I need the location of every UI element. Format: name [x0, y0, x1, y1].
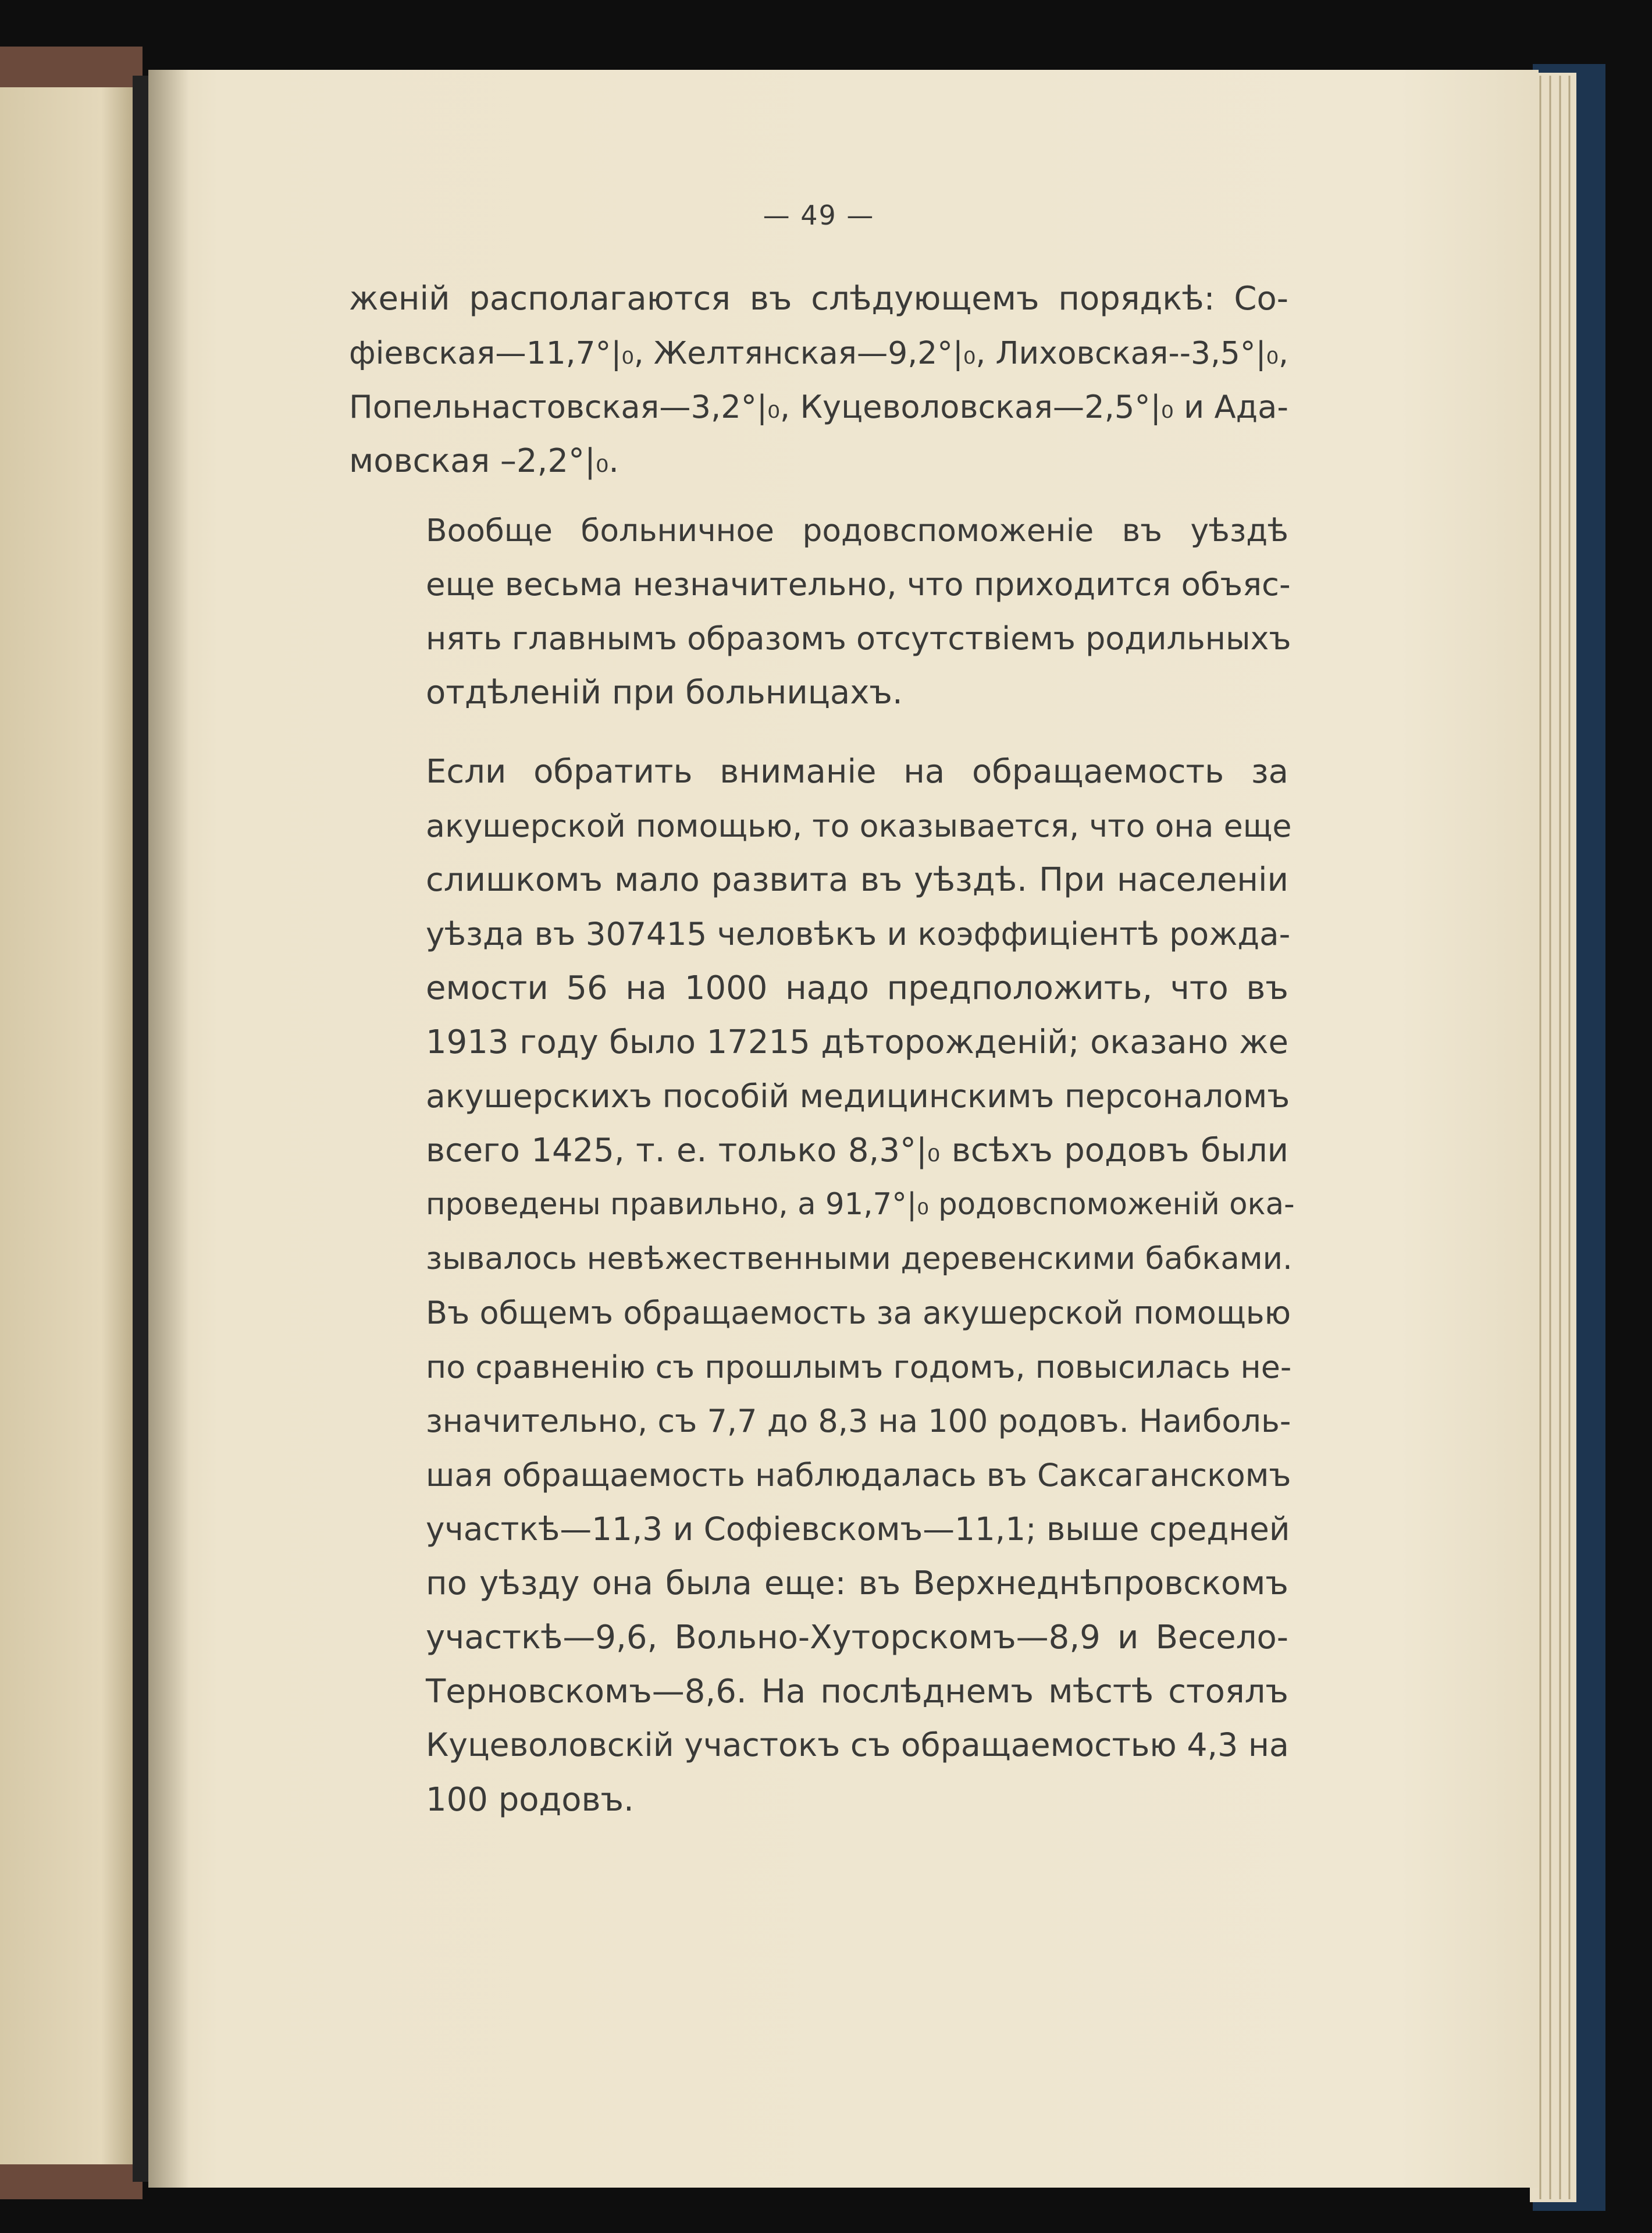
- text-line: участкѣ—9,6, Вольно-Хуторскомъ—8,9 и Весело-: [426, 1619, 1288, 1656]
- text-line: всего 1425, т. е. только 8,3°|₀ всѣхъ родовъ были: [426, 1132, 1288, 1169]
- text-line: отдѣленій при больницахъ.: [426, 674, 903, 712]
- text-line: мовская –2,2°|₀.: [349, 442, 620, 480]
- text-line: нять главнымъ образомъ отсутствіемъ родильныхъ: [426, 620, 1291, 657]
- page-number: — 49 —: [763, 200, 875, 231]
- text-line: Терновскомъ—8,6. На послѣднемъ мѣстѣ стоялъ: [426, 1673, 1288, 1711]
- text-line: проведены правильно, а 91,7°|₀ родовспоможеній ока-: [426, 1187, 1295, 1222]
- text-line: женій располагаются въ слѣдующемъ порядкѣ: Со-: [349, 280, 1288, 318]
- text-line: значительно, съ 7,7 до 8,3 на 100 родовъ. Наиболь-: [426, 1403, 1291, 1439]
- text-line: участкѣ—11,3 и Софіевскомъ—11,1; выше средней: [426, 1510, 1290, 1548]
- text-line: уѣзда въ 307415 человѣкъ и коэффиціентѣ рожда-: [426, 915, 1291, 952]
- text-line: акушерской помощью, то оказывается, что она еще: [426, 808, 1292, 844]
- text-line: по уѣзду она была еще: въ Верхнеднѣпровскомъ: [426, 1564, 1288, 1602]
- text-line: шая обращаемость наблюдалась въ Саксаганскомъ: [426, 1457, 1291, 1494]
- text-line: Вообще больничное родовспоможеніе въ уѣздѣ: [426, 512, 1288, 549]
- text-line: Если обратить вниманіе на обращаемость за: [426, 753, 1288, 791]
- text-line: 100 родовъ.: [426, 1781, 634, 1819]
- text-line: по сравненію съ прошлымъ годомъ, повысилась не-: [426, 1349, 1292, 1385]
- left-page: [0, 87, 135, 2164]
- text-line: зывалось невѣжественными деревенскими бабками.: [426, 1241, 1293, 1276]
- text-line: слишкомъ мало развита въ уѣздѣ. При населеніи: [426, 861, 1288, 899]
- text-line: Куцеволовскій участокъ съ обращаемостью 4,3 на: [426, 1727, 1289, 1764]
- paragraph-1: [349, 272, 1288, 488]
- gutter-shadow: [148, 70, 189, 2188]
- text-line: 1913 году было 17215 дѣторожденій; оказано же: [426, 1023, 1288, 1061]
- text-line: Въ общемъ обращаемость за акушерской помощью: [426, 1295, 1291, 1331]
- text-line: Попельнастовская—3,2°|₀, Куцеволовская—2,5°|₀ и Ада-: [349, 389, 1288, 425]
- text-line: еще весьма незначительно, что приходится объяс-: [426, 566, 1291, 603]
- text-line: акушерскихъ пособій медицинскимъ персоналомъ: [426, 1078, 1290, 1115]
- text-line: фіевская—11,7°|₀, Желтянская—9,2°|₀, Лиховская--3,5°|₀,: [349, 335, 1288, 371]
- gutter-edge: [133, 76, 150, 2182]
- paragraph-3: [349, 745, 1295, 1827]
- text-line: емости 56 на 1000 надо предположить, что въ: [426, 969, 1288, 1007]
- paragraph-2: [349, 503, 1291, 720]
